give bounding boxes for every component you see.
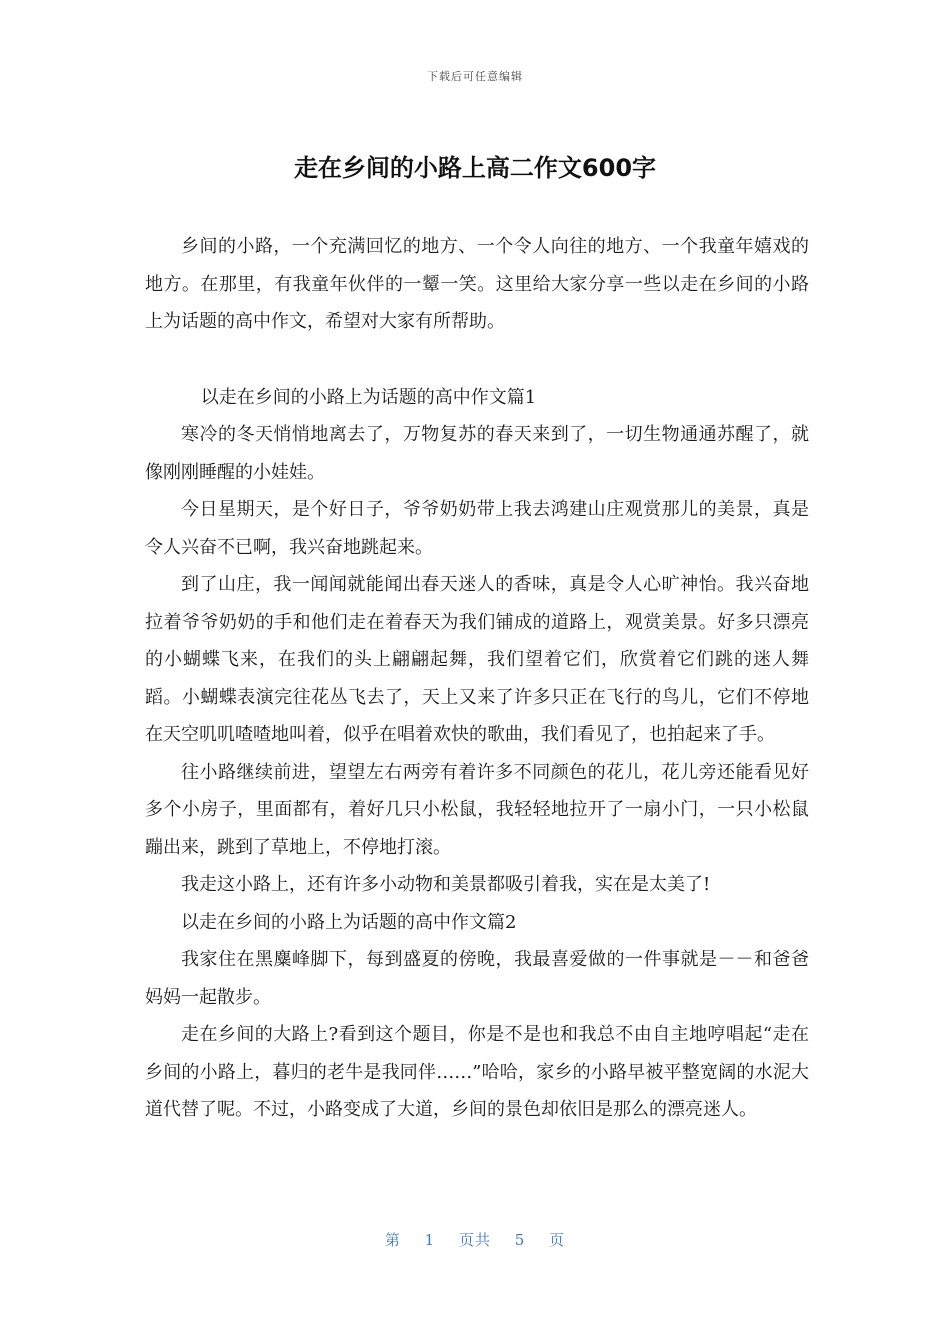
essay-1-paragraph: 到了山庄，我一闻闻就能闻出春天迷人的香味，真是令人心旷神怡。我兴奋地拉着爷爷奶奶的手和他们走在着春天为我们铺成的道路上，观赏美景。好多只漂亮的小蝴蝶飞来，在我们的头上翩翩起舞，我们望着它们，欣赏着它们跳的迷人舞蹈。小蝴蝶表演完往花丛飞去了，天上又来了许多只正在飞行的鸟儿，它们不停地在天空叽叽喳喳地叫着，似乎在唱着欢快的歌曲，我们看见了，也拍起来了手。 [145, 574, 809, 745]
header-note: 下载后可任意编辑 [427, 70, 523, 83]
essay-1-heading: 以走在乡间的小路上为话题的高中作文篇1 [200, 386, 537, 408]
essay-2-heading: 以走在乡间的小路上为话题的高中作文篇2 [181, 911, 517, 933]
page-footer: 第 1 页共 5 页 [384, 1231, 566, 1249]
essay-1-paragraph: 往小路继续前进，望望左右两旁有着许多不同颜色的花儿，花儿旁还能看见好多个小房子，里面都有，着好几只小松鼠，我轻轻地拉开了一扇小门，一只小松鼠蹦出来，跳到了草地上，不停地打滚。 [145, 761, 809, 858]
blank-line [145, 341, 809, 379]
essay-2-paragraph: 我家住在黑麋峰脚下，每到盛夏的傍晚，我最喜爱做的一件事就是－－和爸爸妈妈一起散步。 [145, 949, 809, 1008]
essay-1-paragraph: 我走这小路上，还有许多小动物和美景都吸引着我，实在是太美了! [181, 874, 711, 895]
document-body [145, 228, 809, 1129]
essay-1-paragraph: 寒冷的冬天悄悄地离去了，万物复苏的春天来到了，一切生物通通苏醒了，就像刚刚睡醒的小娃娃。 [145, 424, 809, 483]
intro-paragraph: 乡间的小路，一个充满回忆的地方、一个令人向往的地方、一个我童年嬉戏的地方。在那里，有我童年伙伴的一颦一笑。这里给大家分享一些以走在乡间的小路上为话题的高中作文，希望对大家有所帮助。 [145, 236, 809, 332]
page-title: 走在乡间的小路上高二作文600字 [293, 154, 657, 182]
essay-2-paragraph: 走在乡间的大路上?看到这个题目，你是不是也和我总不由自主地哼唱起“走在乡间的小路上，暮归的老牛是我同伴……”哈哈，家乡的小路早被平整宽阔的水泥大道代替了呢。不过，小路变成了大道，乡间的景色却依旧是那么的漂亮迷人。 [145, 1024, 809, 1120]
essay-1-paragraph: 今日星期天，是个好日子，爷爷奶奶带上我去鸿建山庄观赏那儿的美景，真是令人兴奋不已啊，我兴奋地跳起来。 [145, 499, 809, 558]
